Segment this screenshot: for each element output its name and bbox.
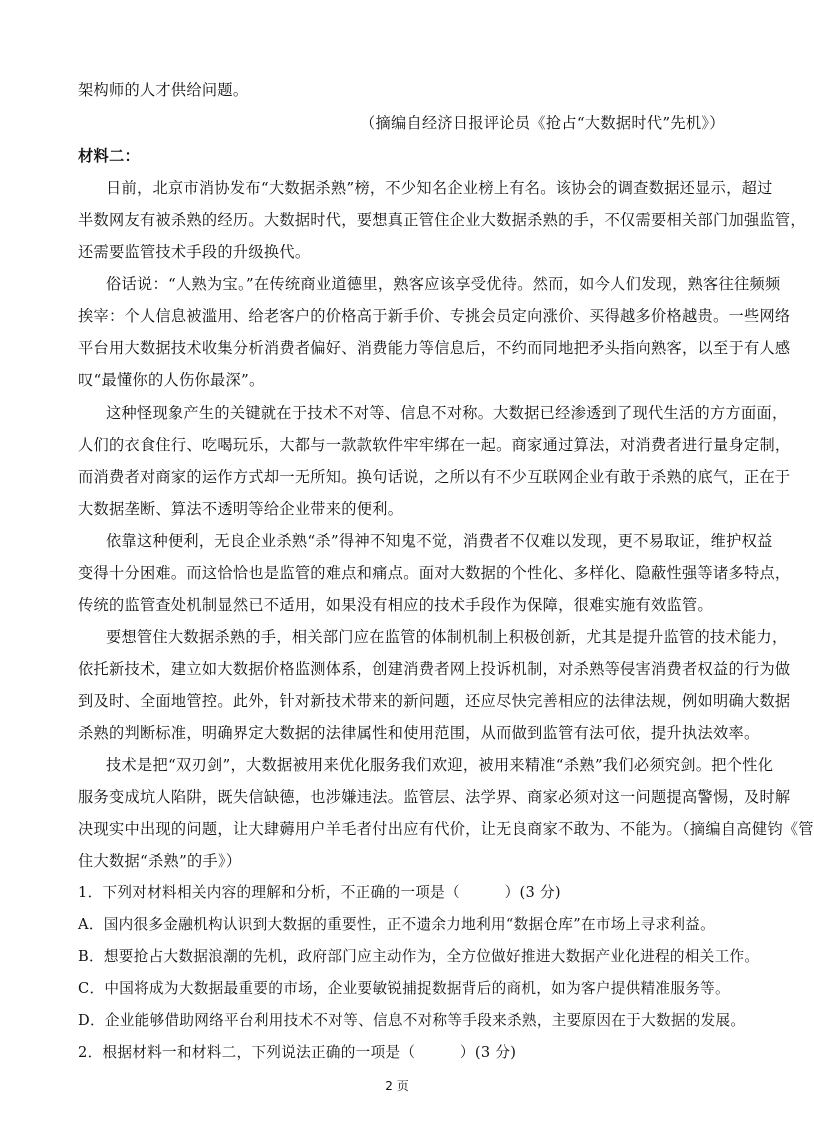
text-line: 服务变成坑人陷阱，既失信缺德，也涉嫌违法。监管层、法学界、商家必须对这一问题提高警惕，及时解 (78, 788, 791, 806)
text-line: 住大数据“杀熟”的手》） (78, 852, 242, 870)
text-line: 人们的衣食住行、吃喝玩乐，大都与一款款软件牢牢绑在一起。商家通过算法，对消费者进行量身定制， (78, 436, 791, 454)
option-b: B．想要抢占大数据浪潮的先机，政府部门应主动作为，全方位做好推进大数据产业化进程的相关工作。 (78, 948, 760, 965)
text-line: 变得十分困难。而这恰恰也是监管的难点和痛点。面对大数据的个性化、多样化、隐蔽性强等诸多特点， (78, 564, 791, 582)
option-d: D．企业能够借助网络平台利用技术不对等、信息不对称等手段来杀熟，主要原因在于大数据的发展。 (78, 1012, 746, 1029)
text-line: 叹“最懂你的人伤你最深”。 (78, 371, 265, 389)
text-line: 到及时、全面地管控。此外，针对新技术带来的新问题，还应尽快完善相应的法律法规，例如明确大数据 (78, 692, 791, 710)
text-line: 传统的监管查处机制显然已不适用，如果没有相应的技术手段作为保障，很难实施有效监管。 (78, 596, 713, 614)
option-a: A．国内很多金融机构认识到大数据的重要性，正不遗余力地利用“数据仓库”在市场上寻求利益。 (78, 916, 716, 933)
page-number: 2 页 (385, 1079, 409, 1093)
text-line: 日前，北京市消协发布“大数据杀熟”榜，不少知名企业榜上有名。该协会的调查数据还显示，超过 (106, 179, 773, 197)
text-line: 平台用大数据技术收集分析消费者偏好、消费能力等信息后，不约而同地把矛头指向熟客，以至于有人感 (78, 339, 791, 357)
text-line: 技术是把“双刃剑”，大数据被用来优化服务我们欢迎，被用来精准“杀熟”我们必须究剑。把个性化 (106, 756, 774, 774)
section-heading: 材料二： (78, 147, 140, 165)
text-line: 依靠这种便利，无良企业杀熟“杀”得神不知鬼不觉，消费者不仅难以发现，更不易取证，维护权益 (106, 532, 773, 550)
text-line: 半数网友有被杀熟的经历。大数据时代，要想真正管住企业大数据杀熟的手，不仅需要相关部门加强监管， (78, 211, 806, 229)
question-1: 1．下列对材料相关内容的理解和分析，不正确的一项是（ ）(3 分) (78, 884, 561, 901)
text-line: 俗话说：“人熟为宝。”在传统商业道德里，熟客应该享受优待。然而，如今人们发现，熟客往往频频 (106, 275, 781, 293)
text-line: 这种怪现象产生的关键就在于技术不对等、信息不对称。大数据已经渗透到了现代生活的方方面面， (106, 404, 788, 422)
text-line: 而消费者对商家的运作方式却一无所知。换句话说，之所以有不少互联网企业有敢于杀熟的底气，正在于 (78, 468, 791, 486)
option-c: C．中国将成为大数据最重要的市场，企业要敏锐捕捉数据背后的商机，如为客户提供精准服务等。 (78, 980, 730, 997)
source-citation: （摘编自经济日报评论员《抢占“大数据时代”先机》） (360, 114, 725, 132)
text-line: 还需要监管技术手段的升级换代。 (78, 243, 311, 261)
text-line: 杀熟的判断标准，明确界定大数据的法律属性和使用范围，从而做到监管有法可依，提升执法效率。 (78, 724, 760, 742)
text-line: 要想管住大数据杀熟的手，相关部门应在监管的体制机制上积极创新，尤其是提升监管的技术能力， (106, 628, 788, 646)
text-line: 大数据垄断、算法不透明等给企业带来的便利。 (78, 500, 404, 518)
text-line: 架构师的人才供给问题。 (78, 81, 249, 99)
question-2: 2．根据材料一和材料二，下列说法正确的一项是（ ）(3 分) (78, 1044, 517, 1061)
text-line: 依托新技术，建立如大数据价格监测体系，创建消费者网上投诉机制，对杀熟等侵害消费者权益的行为做 (78, 660, 791, 678)
text-line: 挨宰：个人信息被滥用、给老客户的价格高于新手价、专挑会员定向涨价、买得越多价格越贵。一些网络 (78, 307, 791, 325)
text-line: 决现实中出现的问题，让大肆薅用户羊毛者付出应有代价，让无良商家不敢为、不能为。（摘编自高健钧《管 (78, 820, 814, 838)
